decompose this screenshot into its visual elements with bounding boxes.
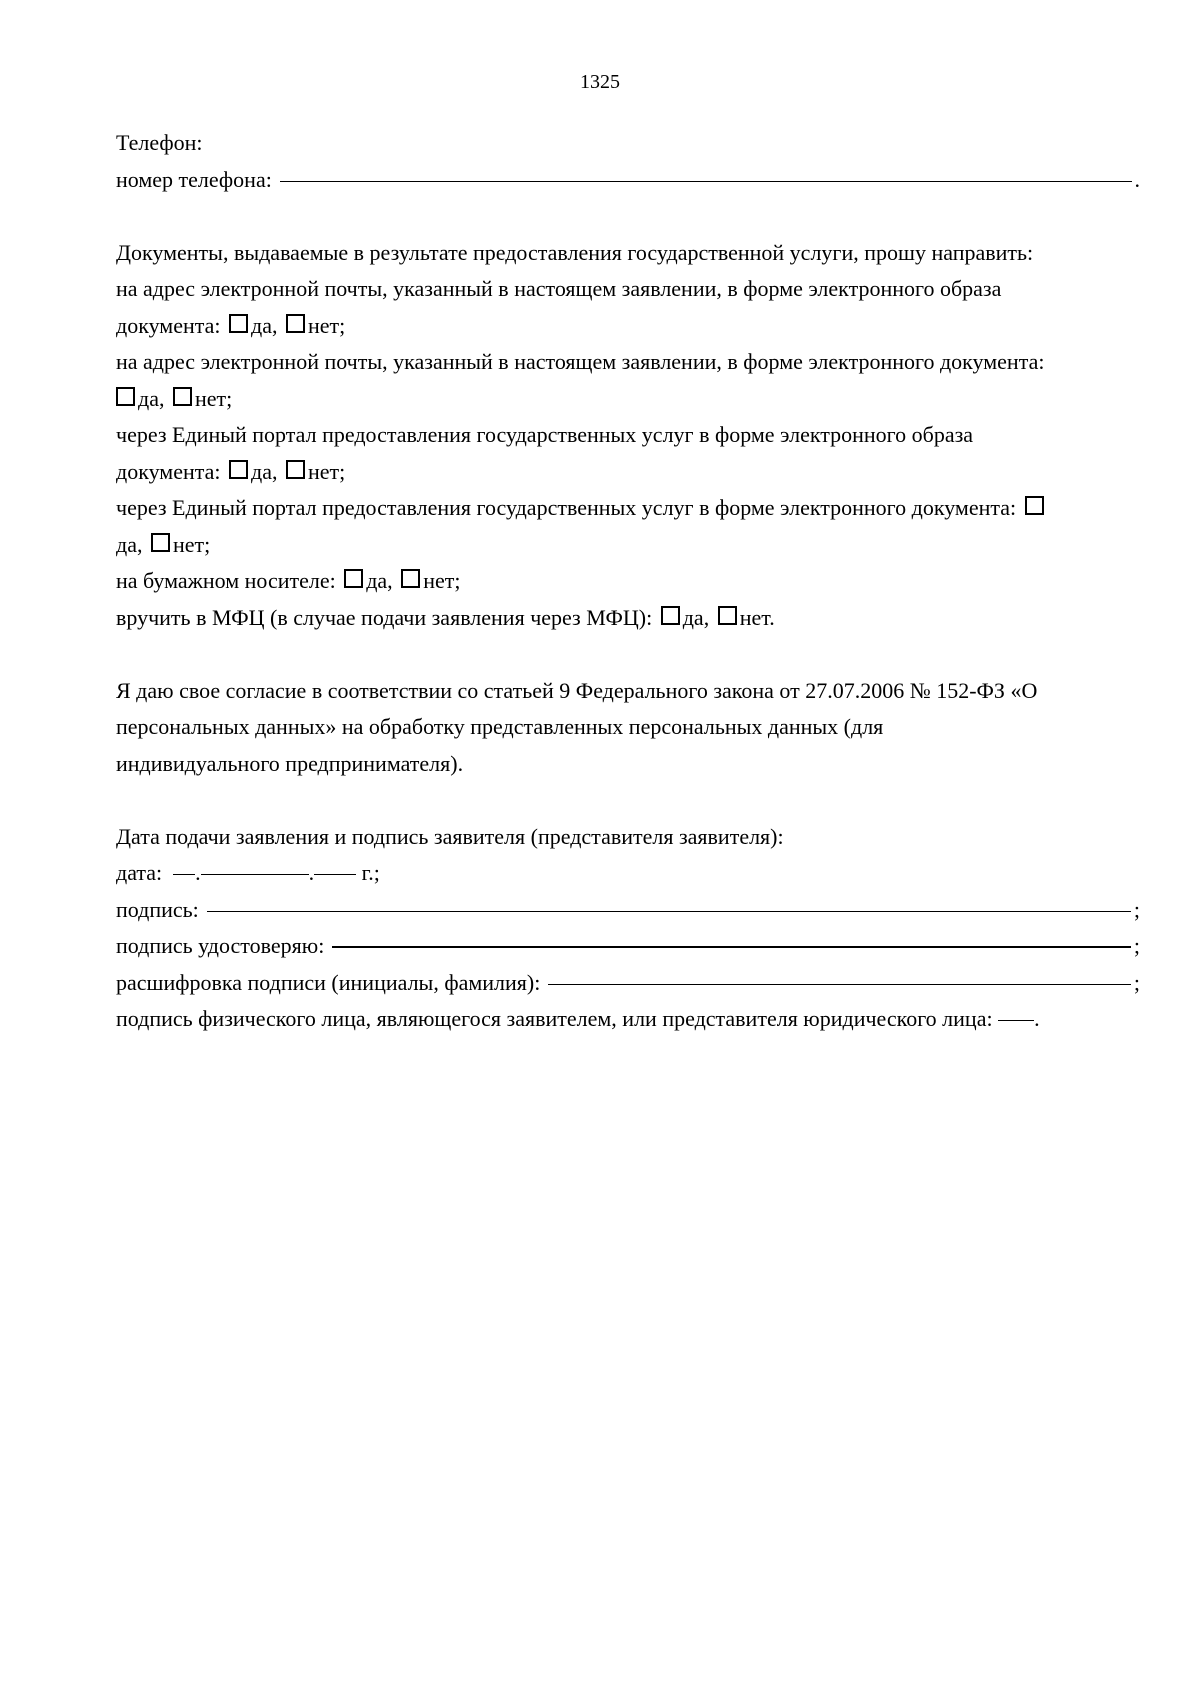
phone-number-label: номер телефона:	[116, 166, 272, 192]
form-body	[116, 125, 1140, 1038]
no-checkbox[interactable]	[286, 460, 305, 479]
delivery-option-text: на адрес электронной почты, указанный в настоящем заявлении, в форме электронного документа:	[116, 349, 1045, 374]
decode-label: расшифровка подписи (инициалы, фамилия):	[116, 969, 541, 995]
signature-heading	[116, 819, 1140, 856]
delivery-option-email-image	[116, 271, 1140, 308]
yes-checkbox[interactable]	[1025, 496, 1044, 515]
date-label: дата:	[116, 860, 163, 885]
no-label: нет;	[307, 312, 346, 338]
delivery-option-text: через Единый портал предоставления государственных услуг в форме электронного образа	[116, 422, 974, 447]
yes-label: да,	[116, 531, 143, 557]
line-end: .	[1034, 1006, 1040, 1031]
delivery-option-portal-document	[116, 490, 1140, 527]
yes-checkbox[interactable]	[661, 606, 680, 625]
date-row	[116, 855, 1140, 892]
no-label: нет.	[739, 604, 775, 630]
yes-label: да,	[251, 312, 278, 338]
consent-line-2	[116, 709, 1140, 746]
yes-label: да,	[251, 458, 278, 484]
phone-heading	[116, 125, 1140, 162]
person-signature-label: подпись физического лица, являющегося заявителем, или представителя юридического лица:	[116, 1006, 993, 1031]
certify-field[interactable]	[332, 945, 1131, 948]
date-month-field[interactable]	[201, 873, 309, 875]
consent-text: Я даю свое согласие в соответствии со статьей 9 Федерального закона от 27.07.2006 № 152-ФЗ «О	[116, 677, 1038, 703]
delivery-option-email-document-choices	[116, 381, 1140, 418]
phone-heading-text: Телефон:	[116, 130, 203, 155]
yes-checkbox[interactable]	[116, 387, 135, 406]
no-checkbox[interactable]	[401, 569, 420, 588]
delivery-option-portal-image-choices	[116, 454, 1140, 491]
decode-field[interactable]	[548, 983, 1131, 985]
yes-label: да,	[682, 604, 710, 630]
phone-number-end: .	[1134, 166, 1140, 192]
yes-label: да,	[366, 568, 393, 593]
delivery-option-text: через Единый портал предоставления государственных услуг в форме электронного документа:	[116, 495, 1017, 520]
date-day-field[interactable]	[173, 873, 195, 875]
date-suffix: г.;	[361, 860, 380, 885]
yes-label: да,	[138, 385, 165, 411]
person-signature-row	[116, 1001, 1140, 1038]
phone-number-field[interactable]	[280, 180, 1132, 182]
line-end: ;	[1133, 969, 1140, 995]
date-year-field[interactable]	[314, 873, 356, 875]
line-end: ;	[1133, 896, 1140, 922]
delivery-option-text: на бумажном носителе:	[116, 568, 336, 593]
no-label: нет;	[307, 458, 346, 484]
delivery-option-email-document	[116, 344, 1140, 381]
consent-line-1	[116, 673, 1140, 710]
signature-row	[116, 892, 1140, 929]
no-checkbox[interactable]	[151, 533, 170, 552]
decode-row	[116, 965, 1140, 1002]
no-label: нет;	[423, 568, 461, 593]
page-number: 1325	[580, 71, 620, 93]
delivery-option-mfc	[116, 600, 1140, 637]
phone-number-row	[116, 162, 1140, 199]
delivery-intro	[116, 235, 1140, 272]
signature-heading-text: Дата подачи заявления и подпись заявителя (представителя заявителя):	[116, 823, 784, 849]
no-checkbox[interactable]	[173, 387, 192, 406]
date-separator: .	[308, 860, 315, 885]
certify-label: подпись удостоверяю:	[116, 933, 325, 958]
no-checkbox[interactable]	[286, 314, 305, 333]
no-label: нет;	[194, 385, 233, 411]
line-end: ;	[1133, 933, 1140, 958]
consent-text: персональных данных» на обработку представленных персональных данных (для	[116, 714, 884, 739]
signature-field[interactable]	[207, 910, 1131, 912]
no-label: нет;	[172, 531, 211, 557]
delivery-option-text: на адрес электронной почты, указанный в настоящем заявлении, в форме электронного образа	[116, 276, 1002, 301]
signature-label: подпись:	[116, 896, 199, 922]
delivery-option-portal-document-choices	[116, 527, 1140, 564]
person-signature-field[interactable]	[998, 1019, 1034, 1021]
delivery-option-text: вручить в МФЦ (в случае подачи заявления через МФЦ):	[116, 604, 653, 630]
date-separator: .	[195, 860, 201, 885]
delivery-option-portal-image	[116, 417, 1140, 454]
delivery-intro-text: Документы, выдаваемые в результате предоставления государственной услуги, прошу направить:	[116, 239, 1034, 265]
delivery-option-email-image-choices	[116, 308, 1140, 345]
yes-checkbox[interactable]	[229, 314, 248, 333]
consent-text: индивидуального предпринимателя).	[116, 750, 464, 776]
delivery-option-text: документа:	[116, 458, 221, 484]
yes-checkbox[interactable]	[229, 460, 248, 479]
delivery-option-text: документа:	[116, 312, 221, 338]
delivery-option-paper	[116, 563, 1140, 600]
no-checkbox[interactable]	[718, 606, 737, 625]
consent-line-3	[116, 746, 1140, 783]
yes-checkbox[interactable]	[344, 569, 363, 588]
certify-row	[116, 928, 1140, 965]
